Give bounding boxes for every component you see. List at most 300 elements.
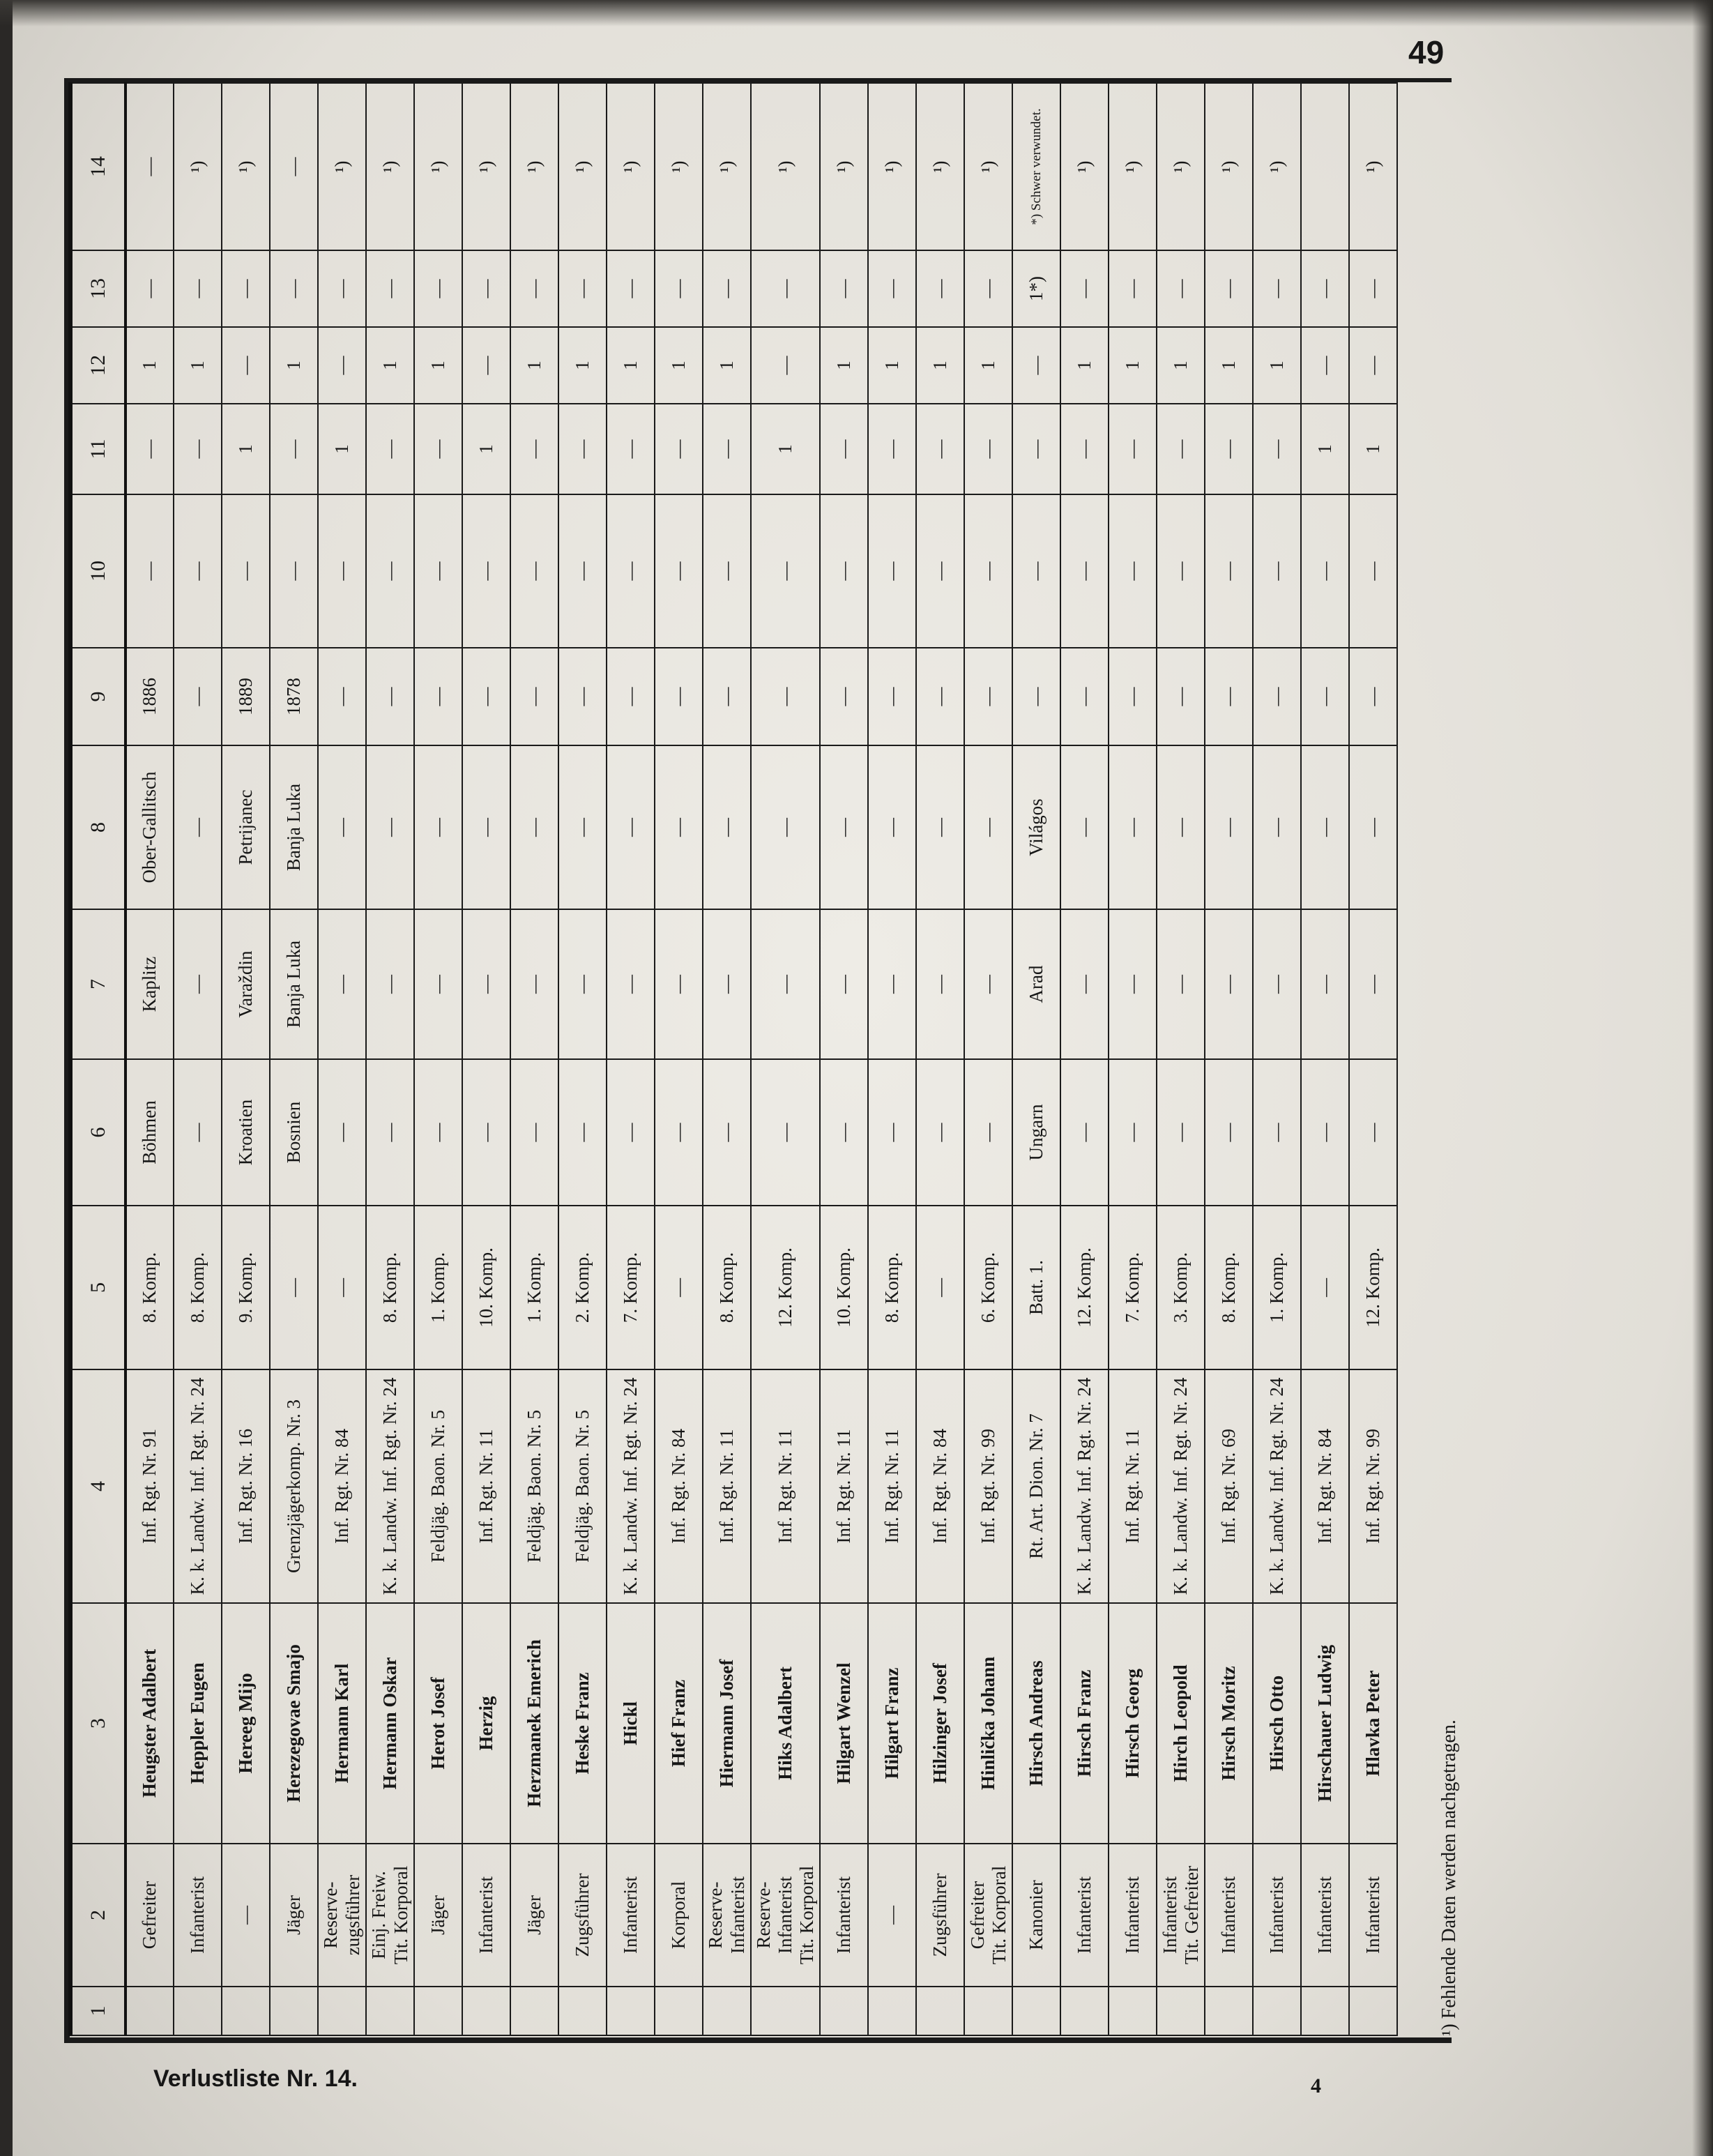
cell-col-3: Herzmanek Emerich <box>510 1603 558 1844</box>
cell-col-11: 1 <box>462 404 510 494</box>
cell-col-9: — <box>1301 648 1349 745</box>
cell-col-3: Heppler Eugen <box>174 1603 222 1844</box>
cell-col-10: — <box>222 494 270 648</box>
cell-col-5: — <box>655 1206 703 1369</box>
cell-col-11: — <box>916 404 964 494</box>
cell-col-3: Hickl <box>607 1603 655 1844</box>
cell-col-14: ¹) <box>1109 83 1157 250</box>
column-header-9: 9 <box>70 648 125 745</box>
cell-col-6: — <box>1205 1059 1253 1206</box>
cell-col-10: — <box>607 494 655 648</box>
cell-col-8: — <box>655 745 703 909</box>
cell-col-1 <box>1253 1987 1301 2035</box>
cell-col-2: Reserve- Infanterist Tit. Korporal <box>751 1844 820 1987</box>
cell-col-13: — <box>1109 250 1157 327</box>
cell-col-14 <box>1301 83 1349 250</box>
cell-col-5: 7. Komp. <box>1109 1206 1157 1369</box>
cell-col-2: Infanterist <box>607 1844 655 1987</box>
cell-col-11: — <box>820 404 868 494</box>
table-row <box>655 83 703 2035</box>
rotated-table-area <box>68 84 1460 2036</box>
cell-col-1 <box>318 1987 366 2035</box>
cell-col-1 <box>1349 1987 1397 2035</box>
cell-col-7: Varaždin <box>222 909 270 1059</box>
cell-col-8: — <box>751 745 820 909</box>
cell-col-5: 3. Komp. <box>1157 1206 1205 1369</box>
cell-col-3: Hief Franz <box>655 1603 703 1844</box>
cell-col-2: Infanterist <box>1253 1844 1301 1987</box>
cell-col-2: Infanterist <box>462 1844 510 1987</box>
cell-col-2: Reserve- Infanterist <box>703 1844 751 1987</box>
cell-col-12: 1 <box>916 327 964 404</box>
cell-col-13: — <box>125 250 174 327</box>
cell-col-3: Herezegovae Smajo <box>270 1603 318 1844</box>
table-row <box>1253 83 1301 2035</box>
cell-col-10: — <box>318 494 366 648</box>
cell-col-7: — <box>607 909 655 1059</box>
cell-col-3: Hirsch Georg <box>1109 1603 1157 1844</box>
cell-col-3: Heske Franz <box>558 1603 607 1844</box>
cell-col-11: 1 <box>751 404 820 494</box>
cell-col-13: — <box>751 250 820 327</box>
cell-col-2: Einj. Freiw. Tit. Korporal <box>366 1844 414 1987</box>
cell-col-13: — <box>1157 250 1205 327</box>
cell-col-5: 8. Komp. <box>1205 1206 1253 1369</box>
cell-col-8: — <box>558 745 607 909</box>
cell-col-6: — <box>1109 1059 1157 1206</box>
table-row <box>270 83 318 2035</box>
cell-col-2: Gefreiter <box>125 1844 174 1987</box>
cell-col-10: — <box>1301 494 1349 648</box>
cell-col-2: Reserve- zugsführer <box>318 1844 366 1987</box>
cell-col-6: — <box>655 1059 703 1206</box>
cell-col-1 <box>1301 1987 1349 2035</box>
cell-col-5: 8. Komp. <box>174 1206 222 1369</box>
cell-col-3: Hlavka Peter <box>1349 1603 1397 1844</box>
cell-col-12: 1 <box>703 327 751 404</box>
cell-col-1 <box>820 1987 868 2035</box>
cell-col-12: 1 <box>1060 327 1109 404</box>
cell-col-6: — <box>1349 1059 1397 1206</box>
cell-col-8: Ober-Gallitsch <box>125 745 174 909</box>
cell-col-7: Kaplitz <box>125 909 174 1059</box>
cell-col-12: 1 <box>964 327 1012 404</box>
cell-col-8: — <box>366 745 414 909</box>
cell-col-13: — <box>1301 250 1349 327</box>
cell-col-11: 1 <box>318 404 366 494</box>
cell-col-1 <box>174 1987 222 2035</box>
cell-col-7: Banja Luka <box>270 909 318 1059</box>
table-row <box>868 83 916 2035</box>
cell-col-10: — <box>964 494 1012 648</box>
cell-col-7: — <box>1109 909 1157 1059</box>
cell-col-8: — <box>964 745 1012 909</box>
cell-col-2: Jäger <box>270 1844 318 1987</box>
cell-col-2: Jäger <box>414 1844 462 1987</box>
cell-col-6: — <box>1301 1059 1349 1206</box>
cell-col-9: — <box>462 648 510 745</box>
table-row <box>125 83 174 2035</box>
cell-col-14: ¹) <box>318 83 366 250</box>
cell-col-6: Böhmen <box>125 1059 174 1206</box>
cell-col-6: — <box>174 1059 222 1206</box>
table-row <box>703 83 751 2035</box>
cell-col-13: — <box>414 250 462 327</box>
cell-col-5: 1. Komp. <box>1253 1206 1301 1369</box>
cell-col-6: — <box>318 1059 366 1206</box>
cell-col-1 <box>1205 1987 1253 2035</box>
cell-col-14: ¹) <box>1205 83 1253 250</box>
cell-col-14: ¹) <box>703 83 751 250</box>
cell-col-11: — <box>1205 404 1253 494</box>
cell-col-12: 1 <box>174 327 222 404</box>
cell-col-13: — <box>270 250 318 327</box>
cell-col-1 <box>1012 1987 1060 2035</box>
cell-col-8: — <box>820 745 868 909</box>
cell-col-7: — <box>1301 909 1349 1059</box>
cell-col-7: — <box>1060 909 1109 1059</box>
cell-col-11: — <box>1012 404 1060 494</box>
cell-col-14: — <box>270 83 318 250</box>
cell-col-6: — <box>820 1059 868 1206</box>
table-row <box>1012 83 1060 2035</box>
frame-line-bottom <box>64 2037 1452 2043</box>
cell-col-14: *) Schwer verwundet. <box>1012 83 1060 250</box>
cell-col-3: Hilgart Wenzel <box>820 1603 868 1844</box>
table-row <box>414 83 462 2035</box>
cell-col-9: — <box>1253 648 1301 745</box>
cell-col-5: — <box>270 1206 318 1369</box>
cell-col-8: — <box>1157 745 1205 909</box>
cell-col-5: 10. Komp. <box>820 1206 868 1369</box>
cell-col-7: — <box>462 909 510 1059</box>
table-row <box>964 83 1012 2035</box>
cell-col-1 <box>1157 1987 1205 2035</box>
cell-col-9: — <box>510 648 558 745</box>
cell-col-13: — <box>703 250 751 327</box>
cell-col-5: — <box>1301 1206 1349 1369</box>
cell-col-2: Infanterist <box>1349 1844 1397 1987</box>
cell-col-8: — <box>462 745 510 909</box>
cell-col-4: K. k. Landw. Inf. Rgt. Nr. 24 <box>1157 1369 1205 1603</box>
cell-col-2: Infanterist <box>820 1844 868 1987</box>
cell-col-6: — <box>751 1059 820 1206</box>
cell-col-4: Inf. Rgt. Nr. 84 <box>1301 1369 1349 1603</box>
cell-col-12: 1 <box>558 327 607 404</box>
cell-col-13: — <box>1205 250 1253 327</box>
cell-col-7: — <box>558 909 607 1059</box>
cell-col-13: — <box>964 250 1012 327</box>
cell-col-6: — <box>916 1059 964 1206</box>
cell-col-7: Arad <box>1012 909 1060 1059</box>
cell-col-3: Herzig <box>462 1603 510 1844</box>
cell-col-9: — <box>318 648 366 745</box>
column-header-6: 6 <box>70 1059 125 1206</box>
cell-col-13: — <box>655 250 703 327</box>
cell-col-10: — <box>1349 494 1397 648</box>
cell-col-6: — <box>868 1059 916 1206</box>
cell-col-14: — <box>125 83 174 250</box>
cell-col-4: K. k. Landw. Inf. Rgt. Nr. 24 <box>607 1369 655 1603</box>
cell-col-1 <box>125 1987 174 2035</box>
cell-col-6: — <box>1157 1059 1205 1206</box>
cell-col-3: Hirch Leopold <box>1157 1603 1205 1844</box>
cell-col-5: 1. Komp. <box>510 1206 558 1369</box>
cell-col-4: K. k. Landw. Inf. Rgt. Nr. 24 <box>1253 1369 1301 1603</box>
table-row <box>1157 83 1205 2035</box>
cell-col-1 <box>916 1987 964 2035</box>
cell-col-5: 8. Komp. <box>366 1206 414 1369</box>
column-header-10: 10 <box>70 494 125 648</box>
cell-col-10: — <box>366 494 414 648</box>
cell-col-9: 1878 <box>270 648 318 745</box>
column-header-12: 12 <box>70 327 125 404</box>
cell-col-11: — <box>558 404 607 494</box>
cell-col-1 <box>558 1987 607 2035</box>
column-header-7: 7 <box>70 909 125 1059</box>
cell-col-3: Hinlička Johann <box>964 1603 1012 1844</box>
cell-col-1 <box>414 1987 462 2035</box>
cell-col-9: — <box>964 648 1012 745</box>
cell-col-11: — <box>1109 404 1157 494</box>
cell-col-6: — <box>366 1059 414 1206</box>
column-header-11: 11 <box>70 404 125 494</box>
table-row <box>751 83 820 2035</box>
cell-col-12: 1 <box>270 327 318 404</box>
cell-col-11: — <box>174 404 222 494</box>
cell-col-3: Hermann Karl <box>318 1603 366 1844</box>
cell-col-13: — <box>510 250 558 327</box>
cell-col-5: — <box>916 1206 964 1369</box>
cell-col-4: Inf. Rgt. Nr. 91 <box>125 1369 174 1603</box>
cell-col-1 <box>1109 1987 1157 2035</box>
cell-col-14: ¹) <box>366 83 414 250</box>
cell-col-7: — <box>1157 909 1205 1059</box>
cell-col-14: ¹) <box>510 83 558 250</box>
cell-col-7: — <box>751 909 820 1059</box>
cell-col-11: — <box>125 404 174 494</box>
cell-col-12: 1 <box>125 327 174 404</box>
cell-col-10: — <box>462 494 510 648</box>
column-header-4: 4 <box>70 1369 125 1603</box>
table-row <box>222 83 270 2035</box>
cell-col-9: — <box>868 648 916 745</box>
cell-col-10: — <box>510 494 558 648</box>
cell-col-7: — <box>1253 909 1301 1059</box>
cell-col-8: Petrijanec <box>222 745 270 909</box>
table-row <box>462 83 510 2035</box>
cell-col-11: — <box>1060 404 1109 494</box>
cell-col-8: — <box>318 745 366 909</box>
cell-col-2: Infanterist Tit. Gefreiter <box>1157 1844 1205 1987</box>
cell-col-1 <box>964 1987 1012 2035</box>
cell-col-9: — <box>1060 648 1109 745</box>
cell-col-14: ¹) <box>751 83 820 250</box>
cell-col-11: — <box>868 404 916 494</box>
cell-col-12: 1 <box>366 327 414 404</box>
page-mark: 4 <box>1311 2074 1321 2097</box>
cell-col-10: — <box>414 494 462 648</box>
cell-col-10: — <box>1157 494 1205 648</box>
cell-col-4: K. k. Landw. Inf. Rgt. Nr. 24 <box>174 1369 222 1603</box>
cell-col-2: Infanterist <box>1205 1844 1253 1987</box>
cell-col-5: 10. Komp. <box>462 1206 510 1369</box>
cell-col-4: Inf. Rgt. Nr. 11 <box>1109 1369 1157 1603</box>
cell-col-4: Inf. Rgt. Nr. 11 <box>751 1369 820 1603</box>
cell-col-1 <box>751 1987 820 2035</box>
cell-col-11: 1 <box>1349 404 1397 494</box>
cell-col-4: Inf. Rgt. Nr. 16 <box>222 1369 270 1603</box>
cell-col-9: 1886 <box>125 648 174 745</box>
cell-col-14: ¹) <box>462 83 510 250</box>
cell-col-11: — <box>414 404 462 494</box>
cell-col-12: — <box>751 327 820 404</box>
cell-col-10: — <box>1253 494 1301 648</box>
cell-col-1 <box>1060 1987 1109 2035</box>
cell-col-10: — <box>820 494 868 648</box>
cell-col-2: Infanterist <box>1060 1844 1109 1987</box>
cell-col-14: ¹) <box>964 83 1012 250</box>
list-title: Verlustliste Nr. 14. <box>153 2065 358 2092</box>
cell-col-5: — <box>318 1206 366 1369</box>
cell-col-9: — <box>366 648 414 745</box>
cell-col-11: — <box>366 404 414 494</box>
cell-col-7: — <box>414 909 462 1059</box>
cell-col-5: 2. Komp. <box>558 1206 607 1369</box>
cell-col-8: — <box>1253 745 1301 909</box>
cell-col-13: — <box>916 250 964 327</box>
cell-col-2: Infanterist <box>1301 1844 1349 1987</box>
cell-col-11: — <box>607 404 655 494</box>
cell-col-13: — <box>222 250 270 327</box>
cell-col-6: — <box>510 1059 558 1206</box>
cell-col-5: 8. Komp. <box>125 1206 174 1369</box>
cell-col-3: Heugster Adalbert <box>125 1603 174 1844</box>
cell-col-6: — <box>964 1059 1012 1206</box>
cell-col-8: — <box>868 745 916 909</box>
scan-shadow-top <box>0 0 1713 26</box>
cell-col-4: Inf. Rgt. Nr. 11 <box>462 1369 510 1603</box>
cell-col-14: ¹) <box>607 83 655 250</box>
cell-col-9: — <box>820 648 868 745</box>
cell-col-5: 1. Komp. <box>414 1206 462 1369</box>
column-header-5: 5 <box>70 1206 125 1369</box>
cell-col-10: — <box>703 494 751 648</box>
cell-col-12: 1 <box>510 327 558 404</box>
cell-col-1 <box>607 1987 655 2035</box>
cell-col-11: 1 <box>222 404 270 494</box>
table-row <box>558 83 607 2035</box>
cell-col-7: — <box>510 909 558 1059</box>
table-row <box>916 83 964 2035</box>
cell-col-4: Feldjäg. Baon. Nr. 5 <box>558 1369 607 1603</box>
cell-col-9: — <box>414 648 462 745</box>
cell-col-8: — <box>414 745 462 909</box>
cell-col-13: — <box>1253 250 1301 327</box>
cell-col-9: — <box>1109 648 1157 745</box>
cell-col-2: Korporal <box>655 1844 703 1987</box>
cell-col-3: Herot Josef <box>414 1603 462 1844</box>
column-header-13: 13 <box>70 250 125 327</box>
table-row <box>1060 83 1109 2035</box>
cell-col-4: Inf. Rgt. Nr. 84 <box>655 1369 703 1603</box>
cell-col-9: — <box>1012 648 1060 745</box>
cell-col-7: — <box>318 909 366 1059</box>
cell-col-2: Kanonier <box>1012 1844 1060 1987</box>
cell-col-10: — <box>1060 494 1109 648</box>
cell-col-5: 7. Komp. <box>607 1206 655 1369</box>
cell-col-12: 1 <box>868 327 916 404</box>
cell-col-10: — <box>1012 494 1060 648</box>
cell-col-8: — <box>1205 745 1253 909</box>
table-row <box>174 83 222 2035</box>
column-header-2: 2 <box>70 1844 125 1987</box>
cell-col-3: Hiks Adalbert <box>751 1603 820 1844</box>
cell-col-10: — <box>655 494 703 648</box>
cell-col-12: — <box>462 327 510 404</box>
cell-col-3: Hiermann Josef <box>703 1603 751 1844</box>
cell-col-5: 6. Komp. <box>964 1206 1012 1369</box>
cell-col-3: Hilgart Franz <box>868 1603 916 1844</box>
cell-col-10: — <box>916 494 964 648</box>
cell-col-13: — <box>318 250 366 327</box>
cell-col-6: — <box>1060 1059 1109 1206</box>
cell-col-2: Zugsführer <box>558 1844 607 1987</box>
cell-col-6: Bosnien <box>270 1059 318 1206</box>
cell-col-14: ¹) <box>174 83 222 250</box>
cell-col-14: ¹) <box>916 83 964 250</box>
cell-col-9: — <box>751 648 820 745</box>
cell-col-6: Kroatien <box>222 1059 270 1206</box>
table-row <box>1349 83 1397 2035</box>
cell-col-12: 1 <box>414 327 462 404</box>
cell-col-10: — <box>125 494 174 648</box>
cell-col-9: — <box>703 648 751 745</box>
cell-col-7: — <box>174 909 222 1059</box>
cell-col-6: — <box>703 1059 751 1206</box>
cell-col-5: Batt. 1. <box>1012 1206 1060 1369</box>
table-row <box>318 83 366 2035</box>
column-header-14: 14 <box>70 83 125 250</box>
column-header-3: 3 <box>70 1603 125 1844</box>
cell-col-4: Feldjäg. Baon. Nr. 5 <box>510 1369 558 1603</box>
column-header-8: 8 <box>70 745 125 909</box>
cell-col-12: 1 <box>1109 327 1157 404</box>
cell-col-10: — <box>174 494 222 648</box>
cell-col-4: K. k. Landw. Inf. Rgt. Nr. 24 <box>1060 1369 1109 1603</box>
cell-col-8: — <box>1109 745 1157 909</box>
cell-col-4: Feldjäg. Baon. Nr. 5 <box>414 1369 462 1603</box>
cell-col-13: — <box>820 250 868 327</box>
cell-col-4: Rt. Art. Dion. Nr. 7 <box>1012 1369 1060 1603</box>
cell-col-3: Hilzinger Josef <box>916 1603 964 1844</box>
cell-col-8: Világos <box>1012 745 1060 909</box>
cell-col-3: Hereeg Mijo <box>222 1603 270 1844</box>
cell-col-14: ¹) <box>558 83 607 250</box>
cell-col-4: Inf. Rgt. Nr. 99 <box>964 1369 1012 1603</box>
cell-col-2: Infanterist <box>1109 1844 1157 1987</box>
cell-col-7: — <box>1205 909 1253 1059</box>
cell-col-2: Zugsführer <box>916 1844 964 1987</box>
cell-col-11: — <box>964 404 1012 494</box>
cell-col-8: — <box>174 745 222 909</box>
cell-col-13: — <box>1060 250 1109 327</box>
cell-col-13: 1*) <box>1012 250 1060 327</box>
table-row <box>510 83 558 2035</box>
table-row <box>1109 83 1157 2035</box>
table-row <box>1205 83 1253 2035</box>
cell-col-14: ¹) <box>1157 83 1205 250</box>
